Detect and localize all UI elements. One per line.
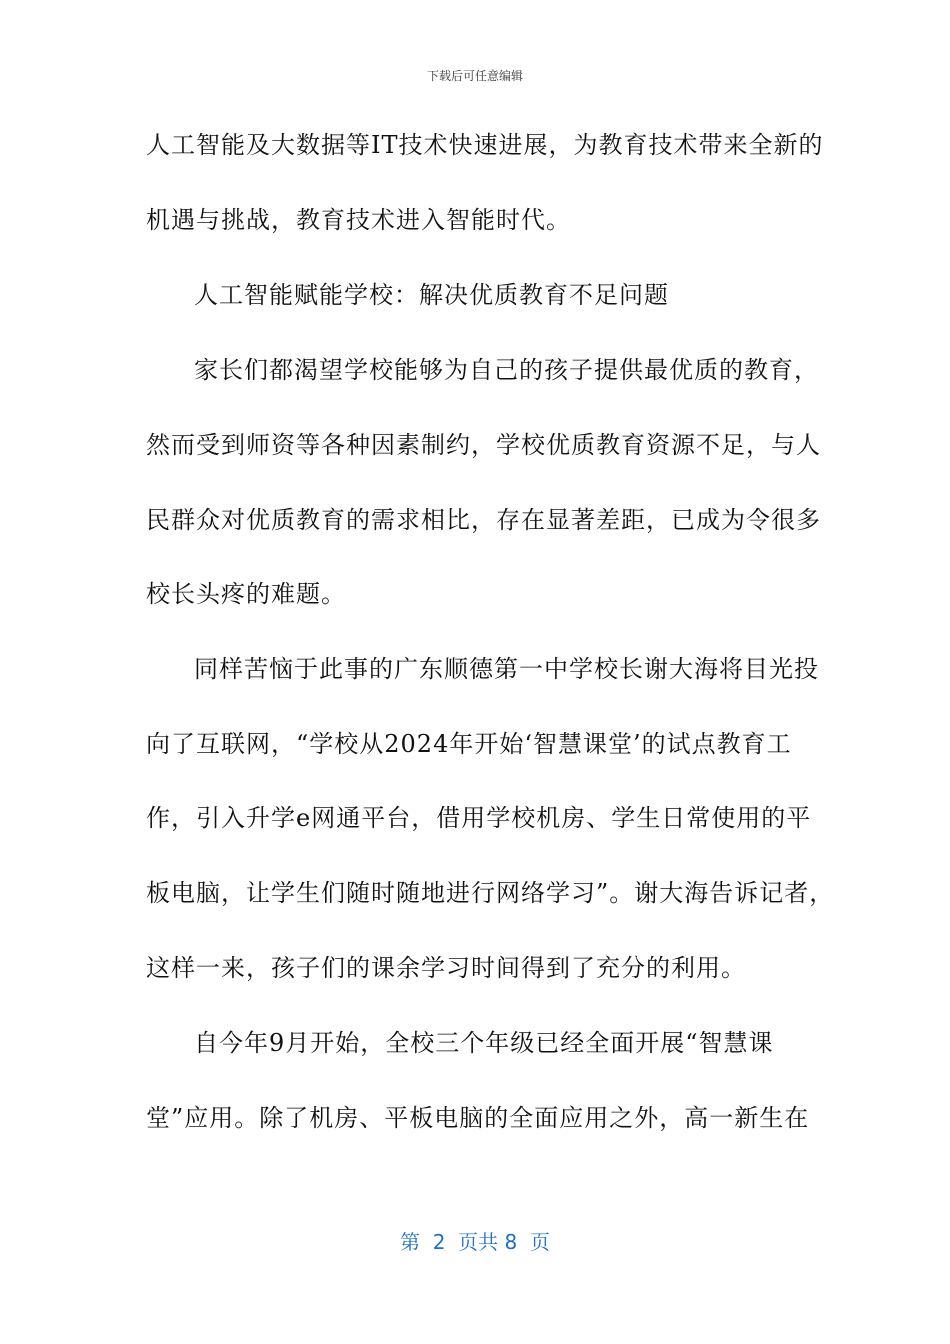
- text-line: 民群众对优质教育的需求相比，存在显著差距，已成为令很多: [146, 506, 821, 534]
- text-line: 向了互联网，“学校从2024年开始‘智慧课堂’的试点教育工: [146, 730, 792, 758]
- text-line: 家长们都渴望学校能够为自己的孩子提供最优质的教育，: [194, 356, 819, 384]
- text-line: 然而受到师资等各种因素制约，学校优质教育资源不足，与人: [146, 431, 821, 459]
- text-line: 板电脑，让学生们随时随地进行网络学习”。谢大海告诉记者，: [146, 879, 835, 907]
- page-header: 下载后可任意编辑: [426, 69, 523, 83]
- text-line: 自今年9月开始，全校三个年级已经全面开展“智慧课: [194, 1029, 774, 1057]
- text-line: 这样一来，孩子们的课余学习时间得到了充分的利用。: [146, 954, 746, 982]
- text-line: 机遇与挑战，教育技术进入智能时代。: [146, 206, 571, 234]
- text-line: 人工智能及大数据等IT技术快速进展，为教育技术带来全新的: [146, 131, 824, 159]
- text-line: 校长头疼的难题。: [146, 580, 346, 608]
- text-line: 堂”应用。除了机房、平板电脑的全面应用之外，高一新生在: [146, 1104, 810, 1132]
- text-line: 同样苦恼于此事的广东顺德第一中学校长谢大海将目光投: [194, 655, 819, 683]
- page-number-footer: 第 2 页共 8 页: [400, 1230, 550, 1254]
- section-heading: 人工智能赋能学校：解决优质教育不足问题: [194, 281, 669, 309]
- text-line: 作，引入升学e网通平台，借用学校机房、学生日常使用的平: [146, 804, 812, 832]
